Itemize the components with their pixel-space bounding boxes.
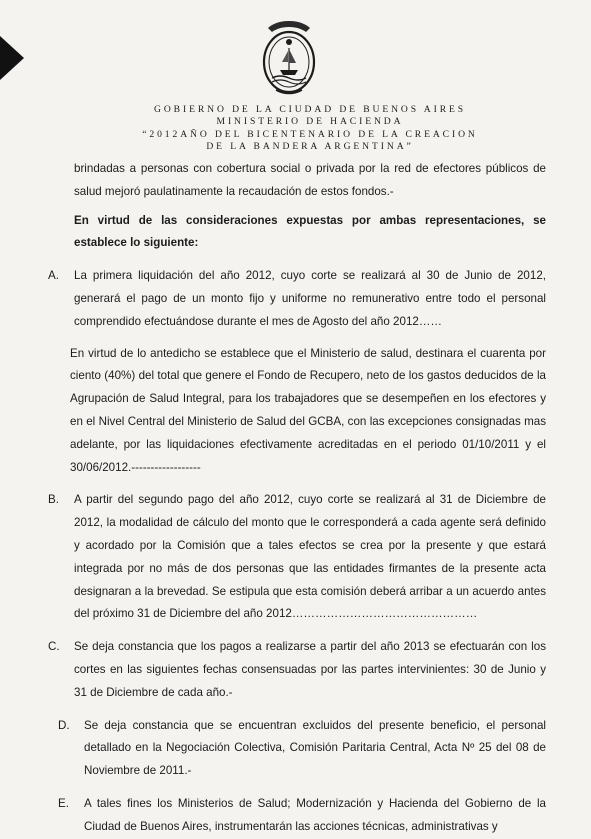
clause-a-detail: En virtud de lo antedicho se establece que el Ministerio de salud, destinara el cuarenta por ciento (40%) del total que genere el Fondo de Recupero, neto de los gastos deducidos de la Agrupación de Salud Integral, para los trabajadores que se desempeñen en los efectores y en el Nivel Central del Ministerio de Salud del GCBA, con las excepciones consignadas mas adelante, por las liquidaciones efectivamente acreditadas en el periodo 01/10/2011 y el 30/06/2012.------------------ <box>70 346 546 474</box>
clause-text: A tales fines los Ministerios de Salud; Modernización y Hacienda del Gobierno de la Ciudad de Buenos Aires, instrumentarán las acciones técnicas, administrativas y <box>84 796 546 833</box>
header-ministry: MINISTERIO DE HACIENDA <box>216 116 404 128</box>
header-motto-line1: “2012AÑO DEL BICENTENARIO DE LA CREACION <box>142 128 478 140</box>
clause-text: A partir del segundo pago del año 2012, cuyo corte se realizará al 31 de Diciembre de 2012, la modalidad de cálculo del monto que le corresponderá a cada agente será definido y acordado por la Comisión que a tales efectos se crea por la presente y que estará integrada por no más de dos personas que las entidades firmantes de la presente acta designaran a la brevedad. Se estipula que esta comisión deberá arribar a un acuerdo antes del próximo 31 de Diciembre del año 2012………………………………………… <box>74 493 546 621</box>
clause-letter: D. <box>58 718 70 732</box>
header-motto-line2: DE LA BANDERA ARGENTINA” <box>206 141 414 153</box>
header-government: GOBIERNO DE LA CIUDAD DE BUENOS AIRES <box>154 104 466 115</box>
clause-e <box>48 793 546 839</box>
clause-text: Se deja constancia que se encuentran excluidos del presente beneficio, el personal detallado en la Negociación Colectiva, Comisión Paritaria Central, Acta Nº 25 del 08 de Noviembre de 2011.- <box>84 718 546 778</box>
page-edge-mark <box>0 36 24 80</box>
intro-paragraph: brindadas a personas con cobertura social o privada por la red de efectores públicos de salud mejoró paulatinamente la recaudación de estos fondos.- <box>74 162 546 198</box>
document-header <box>80 104 540 154</box>
clause-text: La primera liquidación del año 2012, cuyo corte se realizará al 30 de Junio de 2012, generará el pago de un monto fijo y uniforme no remunerativo entre todo el personal comprendido efectuándose durante el mes de Agosto del año 2012…… <box>74 269 546 328</box>
clause-text: Se deja constancia que los pagos a realizarse a partir del año 2013 se efectuarán con los cortes en las siguientes fechas consensuadas por las partes intervinientes: 30 de Junio y 31 de Diciembre de cada año.- <box>74 640 546 699</box>
clause-letter: A. <box>48 269 59 283</box>
city-seal-emblem <box>258 18 320 98</box>
clause-c <box>48 636 546 704</box>
document-body <box>48 158 546 839</box>
clause-d <box>48 715 546 783</box>
clause-letter: E. <box>58 796 69 810</box>
clause-letter: B. <box>48 493 59 507</box>
section-heading: En virtud de las consideraciones expuestas por ambas representaciones, se establece lo siguiente: <box>74 213 546 250</box>
clause-a <box>48 265 546 333</box>
clause-b <box>48 489 546 626</box>
clause-letter: C. <box>48 640 60 654</box>
